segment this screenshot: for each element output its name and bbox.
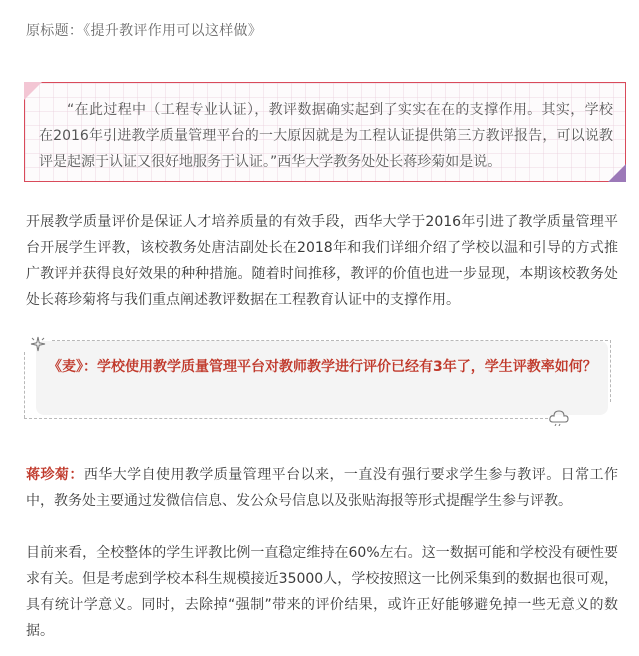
closing-paragraph: 目前来看，全校整体的学生评教比例一直稳定维持在60%左右。这一数据可能和学校没有硬性要求有关。但是考虑到学校本科生规模接近35000人，学校按照这一比例采集到的数据也很可观，具有统计学意义。同时，去除掉“强制”带来的评价结果，或许正好能够避免掉一些无意义的数据。 (26, 545, 618, 639)
intro-paragraph: 开展教学质量评价是保证人才培养质量的有效手段，西华大学于2016年引进了教学质量管理平台开展学生评教，该校教务处唐洁副处长在2018年和我们详细介绍了学校以温和引导的方式推广教评并获得良好效果的种种措施。随着时间推移，教评的价值也进一步显现，本期该校教务处处长蒋珍菊将与我们重点阐述教评数据在工程教育认证中的支撑作用。 (26, 214, 618, 308)
question-dashed-border-top (52, 340, 608, 341)
answer-paragraph (26, 462, 618, 514)
quote-text: “在此过程中（工程专业认证），教评数据确实起到了实实在在的支撑作用。其实，学校在2016年引进教学质量管理平台的一大原因就是为工程认证提供第三方教评报告，可以说教评是起源于认证又很好地服务于认证。”西华大学教务处处长蒋珍菊如是说。 (39, 102, 613, 170)
quote-box (24, 82, 626, 182)
answer-text: 西华大学自使用教学质量管理平台以来，一直没有强行要求学生参与教评。日常工作中，教务处主要通过发微信信息、发公众号信息以及张贴海报等形式提醒学生参与评教。 (26, 467, 619, 509)
answer-speaker: 蒋珍菊： (26, 467, 84, 483)
cloud-icon (548, 408, 570, 426)
question-text: 《麦》：学校使用教学质量管理平台对教师教学进行评价已经有3年了，学生评教率如何？ (48, 359, 597, 375)
question-dashed-border-bottom (24, 418, 548, 419)
original-title: 原标题：《提升教评作用可以这样做》 (26, 23, 263, 39)
question-dashed-border-right (610, 340, 611, 402)
sparkle-icon (30, 336, 46, 352)
question-dashed-border-left (24, 352, 25, 418)
